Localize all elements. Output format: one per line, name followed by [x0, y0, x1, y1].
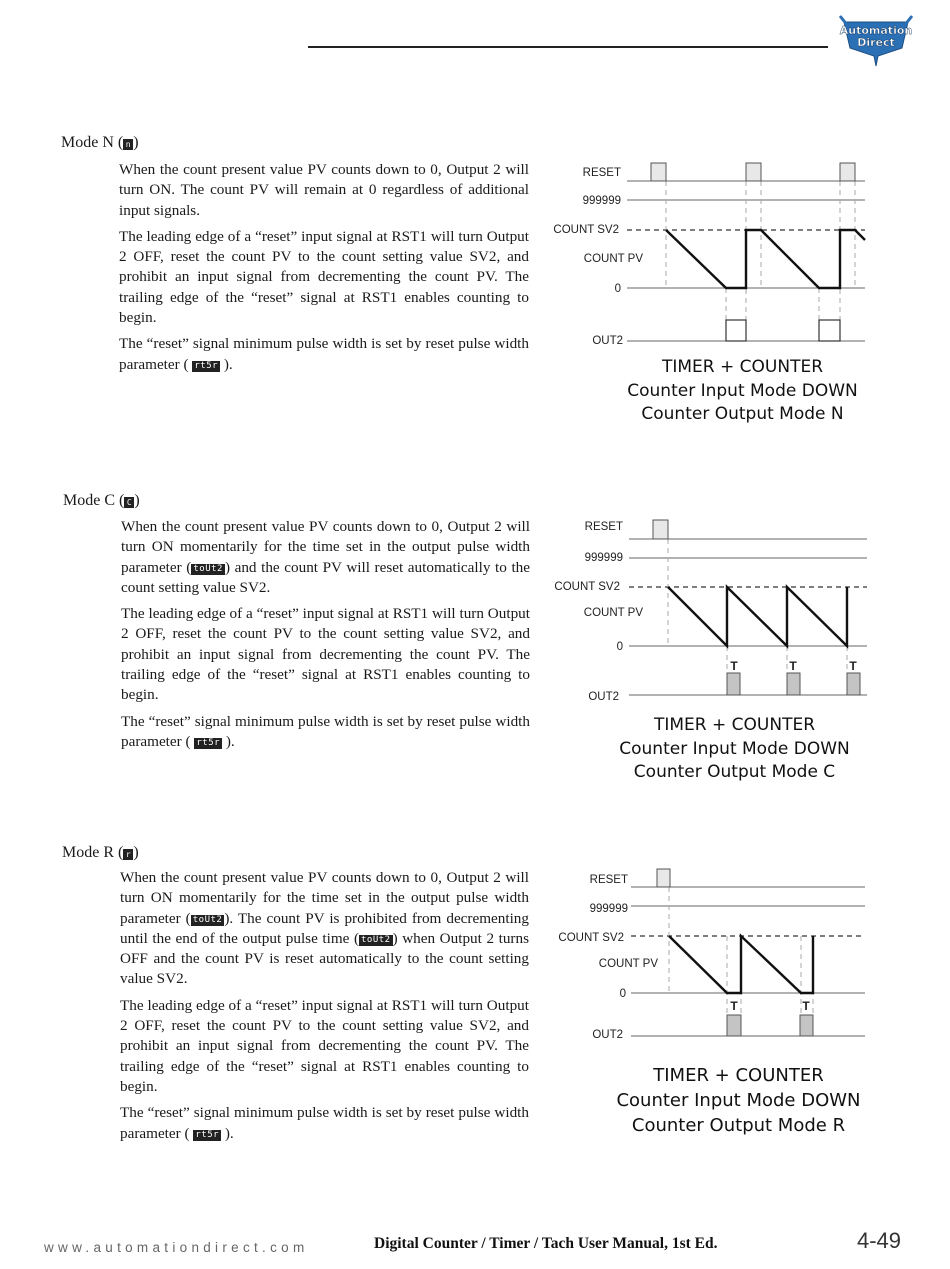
out2-pulse: [727, 673, 740, 695]
mode-n-paragraph-1: When the count present value PV counts down to 0, Output 2 will turn ON. The count PV will remain at 0 regardless of additional input signals.: [119, 161, 529, 219]
count-sv2-label: COUNT SV2: [553, 224, 619, 236]
mode-c-timing-diagram: [545, 508, 875, 708]
mode-c-paragraph-3: The “reset” signal minimum pulse width is set by reset pulse width parameter ( rt5r ).: [121, 712, 530, 750]
mode-n-lcd-icon: n: [123, 139, 133, 150]
count-pv-label: COUNT PV: [583, 253, 643, 265]
mode-r-caption: TIMER + COUNTER Counter Input Mode DOWN Counter Output Mode R: [616, 1065, 861, 1136]
mode-n-title: Mode N ( n ): [61, 134, 139, 151]
out2-pulse: [847, 673, 860, 695]
pulse-t-label: T: [849, 659, 857, 673]
footer-website-link[interactable]: www.automationdirect.com: [44, 1240, 309, 1255]
out2-pulse: [787, 673, 800, 695]
pulse-t-label: T: [730, 659, 738, 673]
reset-pulse: [653, 520, 668, 539]
header-rule: [308, 46, 828, 48]
count-sv2-label: COUNT SV2: [554, 581, 620, 593]
mode-r-timing-diagram: [545, 860, 875, 1050]
mode-c-caption: TIMER + COUNTER Counter Input Mode DOWN Counter Output Mode C: [619, 715, 850, 782]
mode-c-lcd-icon: C: [124, 497, 134, 508]
rtsr-lcd-code: rt5r: [194, 360, 219, 371]
pulse-t-label: T: [802, 999, 810, 1013]
mode-c-title: Mode C ( C ): [63, 492, 140, 509]
mode-n-caption: TIMER + COUNTER Counter Input Mode DOWN Counter Output Mode N: [627, 357, 858, 424]
tout2-lcd-code: toUt2: [361, 934, 391, 945]
count-pv-trace: [669, 936, 813, 993]
reset-pulse: [657, 869, 670, 887]
mode-c-paragraph-1: When the count present value PV counts down to 0, Output 2 will turn ON momentarily for the time set in the output pulse width parameter ( toUt2 ) and the count PV will reset automatically to the count setting value SV2.: [121, 518, 530, 596]
mode-r-paragraph-3: The “reset” signal minimum pulse width is set by reset pulse width parameter ( rt5r ).: [120, 1104, 529, 1142]
pulse-t-label: T: [730, 999, 738, 1013]
pulse-t-label: T: [789, 659, 797, 673]
automationdirect-logo[interactable]: [838, 12, 914, 68]
count-pv-trace: [666, 230, 865, 288]
tout2-lcd-code: toUt2: [192, 914, 223, 925]
logo-text-line2: Direct: [857, 36, 895, 49]
footer-manual-title: Digital Counter / Timer / Tach User Manual, 1st Ed.: [374, 1235, 718, 1252]
count-pv-label: COUNT PV: [583, 607, 643, 619]
max-count-label: 999999: [584, 552, 623, 564]
mode-r-description: [120, 868, 529, 1150]
out2-pulse: [819, 320, 840, 341]
out2-label: OUT2: [592, 335, 623, 347]
count-pv-trace: [668, 587, 847, 646]
mode-n-description: [119, 160, 529, 381]
mode-n-paragraph-3: The “reset” signal minimum pulse width is set by reset pulse width parameter ( rt5r ).: [119, 335, 529, 373]
count-sv2-label: COUNT SV2: [558, 932, 624, 944]
out2-pulse: [800, 1015, 813, 1036]
zero-label: 0: [619, 988, 626, 1000]
mode-c-description: [121, 517, 530, 758]
reset-label: RESET: [584, 521, 623, 533]
reset-label: RESET: [589, 874, 628, 886]
mode-r-lcd-icon: r: [123, 849, 133, 860]
max-count-label: 999999: [589, 903, 628, 915]
count-pv-label: COUNT PV: [598, 958, 658, 970]
zero-label: 0: [616, 641, 623, 653]
rtsr-lcd-code: rt5r: [196, 737, 221, 748]
reset-pulse: [651, 163, 666, 181]
max-count-label: 999999: [582, 195, 621, 207]
logo-text-line1: Automation: [839, 24, 913, 37]
reset-pulse: [746, 163, 761, 181]
mode-c-paragraph-2: The leading edge of a “reset” input signal at RST1 will turn Output 2 OFF, reset the count PV to the count setting value SV2, and prohibit an input signal from decrementing the count PV. The trailing edge of the “reset” signal at RST1 enables counting to begin.: [121, 605, 530, 704]
tout2-lcd-code: toUt2: [193, 563, 223, 574]
mode-r-title: Mode R ( r ): [62, 844, 139, 861]
page-number: 4-49: [857, 1228, 902, 1253]
mode-n-timing-diagram: [545, 150, 875, 355]
rtsr-lcd-code: rt5r: [195, 1129, 220, 1140]
out2-pulse: [726, 320, 746, 341]
mode-n-paragraph-2: The leading edge of a “reset” input signal at RST1 will turn Output 2 OFF, reset the count PV to the count setting value SV2, and prohibit an input signal from decrementing the count PV. The trailing edge of the “reset” signal at RST1 enables counting to begin.: [119, 227, 529, 327]
reset-label: RESET: [582, 167, 621, 179]
zero-label: 0: [614, 283, 621, 295]
out2-label: OUT2: [592, 1029, 623, 1041]
mode-r-paragraph-2: The leading edge of a “reset” input signal at RST1 will turn Output 2 OFF, reset the count PV to the count setting value SV2, and prohibit an input signal from decrementing the count PV. The trailing edge of the “reset” signal at RST1 enables counting to begin.: [120, 996, 529, 1095]
out2-label: OUT2: [588, 691, 619, 703]
reset-pulse: [840, 163, 855, 181]
mode-r-paragraph-1: When the count present value PV counts down to 0, Output 2 will turn ON momentarily for the time set in the output pulse width parameter ( toUt2 ). The count PV is prohibited from decrementing until the end of the output pulse time ( toUt2 ) when Output 2 turns OFF and the count PV is reset automatically to the count setting value SV2.: [120, 869, 529, 988]
out2-pulse: [727, 1015, 741, 1036]
